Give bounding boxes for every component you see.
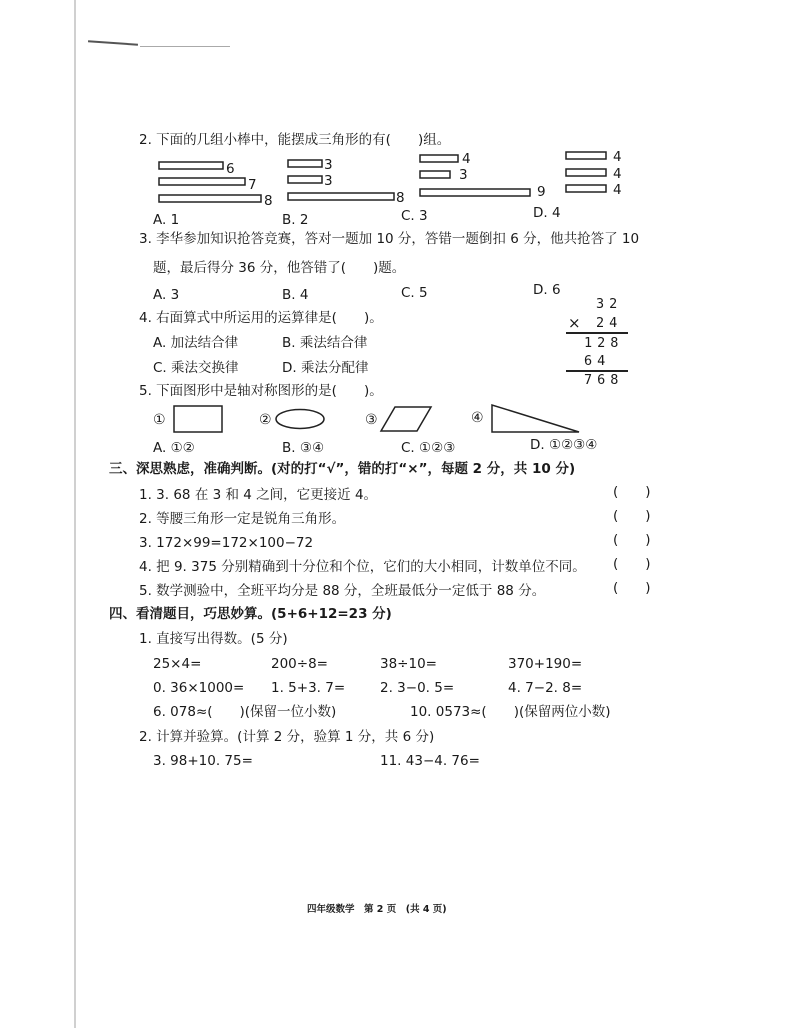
stick xyxy=(420,155,458,162)
q4-option-c: C. 乘法交换律 xyxy=(153,360,239,376)
stick-length-a3: 8 xyxy=(264,193,273,209)
calc-row2: 24 xyxy=(596,315,623,331)
scan-top-line xyxy=(140,46,230,47)
q5-question: 5. 下面图形中是轴对称图形的是( )。 xyxy=(139,383,383,399)
q4-option-d: D. 乘法分配律 xyxy=(282,360,369,376)
stick-length-d1: 4 xyxy=(613,149,622,165)
q3-option-c: C. 5 xyxy=(401,285,428,301)
stick-length-b2: 3 xyxy=(324,173,333,189)
q2-option-a: A. 1 xyxy=(153,212,180,228)
q2-sticks-group-c xyxy=(418,153,419,154)
calc-r2-c1: 0. 36×1000= xyxy=(153,680,245,696)
answer-bracket-1[interactable]: ( ) xyxy=(613,484,651,500)
verify-item-2: 11. 43−4. 76= xyxy=(380,753,480,769)
stick xyxy=(420,189,530,196)
stick-length-b1: 3 xyxy=(324,157,333,173)
round-item-1: 6. 078≈( )(保留一位小数) xyxy=(153,704,337,720)
calc-row4: 64 xyxy=(584,353,611,369)
calc-times-sign: × xyxy=(568,314,581,332)
q2-option-d: D. 4 xyxy=(533,205,561,221)
shape-label-1: ① xyxy=(153,412,166,428)
section4-title: 四、看清题目，巧思妙算。(5+6+12=23 分) xyxy=(109,606,392,622)
judge-item-1: 1. 3. 68 在 3 和 4 之间，它更接近 4。 xyxy=(139,487,378,503)
stick xyxy=(159,178,245,185)
stick-length-a2: 7 xyxy=(248,177,257,193)
answer-bracket-5[interactable]: ( ) xyxy=(613,580,651,596)
q4-option-a: A. 加法结合律 xyxy=(153,335,239,351)
scan-left-edge xyxy=(74,0,76,1028)
q3-option-b: B. 4 xyxy=(282,287,309,303)
stick-length-a1: 6 xyxy=(226,161,235,177)
stick-length-d3: 4 xyxy=(613,182,622,198)
shape-label-4: ④ xyxy=(471,410,484,426)
q3-option-a: A. 3 xyxy=(153,287,180,303)
scan-top-mark xyxy=(88,40,138,45)
calc-r2-c4: 4. 7−2. 8= xyxy=(508,680,583,696)
section3-title: 三、深思熟虑，准确判断。(对的打“√”，错的打“×”，每题 2 分，共 10 分) xyxy=(109,461,576,477)
parallelogram-shape xyxy=(380,406,381,407)
shape-label-3: ③ xyxy=(365,412,378,428)
judge-item-4: 4. 把 9. 375 分别精确到十分位和个位，它们的大小相同，计数单位不同。 xyxy=(139,559,586,575)
stick xyxy=(566,152,606,159)
calc-line-1 xyxy=(566,332,628,334)
stick xyxy=(288,176,322,183)
q2-option-c: C. 3 xyxy=(401,208,428,224)
q2-option-b: B. 2 xyxy=(282,212,309,228)
stick xyxy=(288,160,322,167)
calc-row5: 768 xyxy=(584,372,624,388)
section4-sub2: 2. 计算并验算。(计算 2 分，验算 1 分，共 6 分) xyxy=(139,729,435,745)
stick-length-c3: 9 xyxy=(537,184,546,200)
stick xyxy=(159,195,261,202)
stick xyxy=(566,185,606,192)
q5-option-a: A. ①② xyxy=(153,440,195,456)
q4-option-b: B. 乘法结合律 xyxy=(282,335,368,351)
judge-item-5: 5. 数学测验中，全班平均分是 88 分，全班最低分一定低于 88 分。 xyxy=(139,583,546,599)
stick xyxy=(420,171,450,178)
stick-length-d2: 4 xyxy=(613,166,622,182)
answer-bracket-4[interactable]: ( ) xyxy=(613,556,651,572)
calc-r2-c3: 2. 3−0. 5= xyxy=(380,680,455,696)
q3-line1: 3. 李华参加知识抢答竞赛，答对一题加 10 分，答错一题倒扣 6 分，他共抢答了 10 xyxy=(139,231,640,247)
stick-length-c2: 3 xyxy=(459,167,468,183)
q2-sticks-group-d xyxy=(564,150,565,151)
judge-item-2: 2. 等腰三角形一定是锐角三角形。 xyxy=(139,511,346,527)
q3-option-d: D. 6 xyxy=(533,282,561,298)
q4-question: 4. 右面算式中所运用的运算律是( )。 xyxy=(139,310,383,326)
stick-length-b3: 8 xyxy=(396,190,405,206)
q2-sticks-group-a xyxy=(157,160,158,161)
answer-bracket-2[interactable]: ( ) xyxy=(613,508,651,524)
round-item-2: 10. 0573≈( )(保留两位小数) xyxy=(410,704,611,720)
calc-row1: 32 xyxy=(596,296,623,312)
calc-r2-c2: 1. 5+3. 7= xyxy=(271,680,346,696)
stick xyxy=(288,193,394,200)
q2-sticks-group-b xyxy=(286,158,287,159)
right-triangle-shape xyxy=(491,404,492,405)
calc-r1-c4: 370+190= xyxy=(508,656,583,672)
answer-bracket-3[interactable]: ( ) xyxy=(613,532,651,548)
q3-line2: 题，最后得分 36 分，他答错了( )题。 xyxy=(153,260,406,276)
judge-item-3: 3. 172×99=172×100−72 xyxy=(139,535,314,551)
calc-r1-c3: 38÷10= xyxy=(380,656,437,672)
q5-option-b: B. ③④ xyxy=(282,440,325,456)
calc-r1-c1: 25×4= xyxy=(153,656,202,672)
rectangle-shape xyxy=(174,406,175,407)
q5-option-c: C. ①②③ xyxy=(401,440,456,456)
verify-item-1: 3. 98+10. 75= xyxy=(153,753,253,769)
stick xyxy=(566,169,606,176)
stick xyxy=(159,162,223,169)
ellipse-shape xyxy=(275,409,276,410)
q2-question: 2. 下面的几组小棒中，能摆成三角形的有( )组。 xyxy=(139,132,451,148)
page-footer: 四年级数学 第 2 页 (共 4 页) xyxy=(307,904,447,915)
q5-option-d: D. ①②③④ xyxy=(530,437,598,453)
stick-length-c1: 4 xyxy=(462,151,471,167)
shape-label-2: ② xyxy=(259,412,272,428)
section4-sub1: 1. 直接写出得数。(5 分) xyxy=(139,631,288,647)
calc-r1-c2: 200÷8= xyxy=(271,656,328,672)
calc-row3: 128 xyxy=(584,335,624,351)
